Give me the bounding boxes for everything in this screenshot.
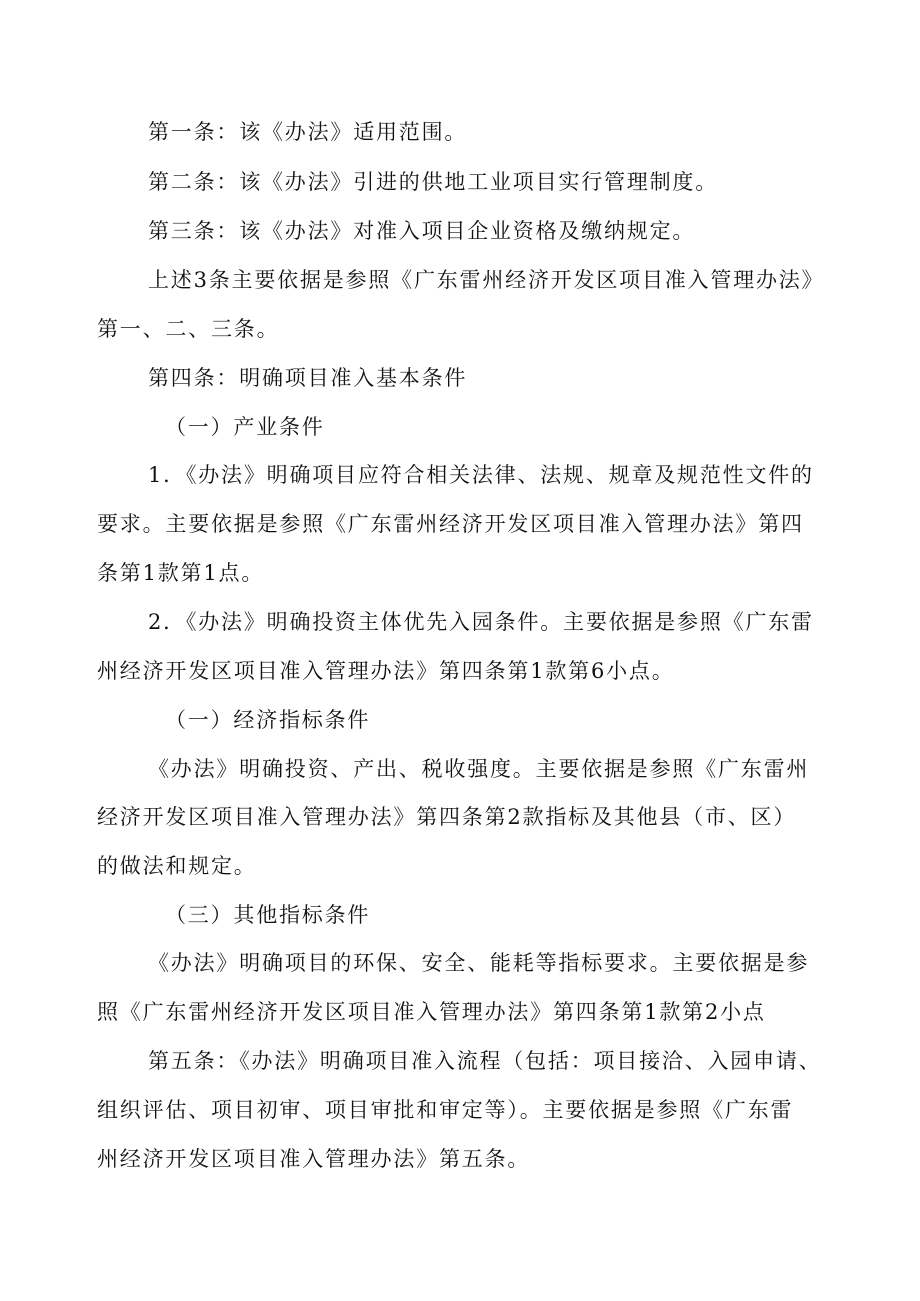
other-paragraph-line-2: 照《广东雷州经济开发区项目准入管理办法》第四条第1款第2小点 xyxy=(97,1000,766,1024)
article-5-line-3: 州经济开发区项目准入管理办法》第五条。 xyxy=(97,1147,531,1171)
article-5-line-1: 第五条：《办法》明确项目准入流程（包括：项目接洽、入园申请、 xyxy=(148,1049,822,1073)
item-1-line-3: 条第1款第1点。 xyxy=(97,561,265,585)
basis-paragraph-line-2: 第一、二、三条。 xyxy=(97,317,280,341)
basis-paragraph-line-1: 上述3条主要依据是参照《广东雷州经济开发区项目准入管理办法》 xyxy=(148,268,825,292)
section-industry-heading: （一）产业条件 xyxy=(165,415,325,439)
article-5-line-2: 组织评估、项目初审、项目审批和审定等）。主要依据是参照《广东雷 xyxy=(97,1098,794,1122)
item-2-line-1: 2．《办法》明确投资主体优先入园条件。主要依据是参照《广东雷 xyxy=(148,610,814,634)
economic-paragraph-line-2: 经济开发区项目准入管理办法》第四条第2款指标及其他县（市、区） xyxy=(97,805,797,829)
article-4-line: 第四条：明确项目准入基本条件 xyxy=(148,366,468,390)
article-3-line: 第三条：该《办法》对准入项目企业资格及缴纳规定。 xyxy=(148,219,696,243)
section-economic-heading: （一）经济指标条件 xyxy=(165,708,371,732)
article-1-line: 第一条：该《办法》适用范围。 xyxy=(148,120,468,144)
other-paragraph-line-1: 《办法》明确项目的环保、安全、能耗等指标要求。主要依据是参 xyxy=(148,951,810,975)
economic-paragraph-line-1: 《办法》明确投资、产出、税收强度。主要依据是参照《广东雷州 xyxy=(148,757,810,781)
item-2-line-2: 州经济开发区项目准入管理办法》第四条第1款第6小点。 xyxy=(97,659,675,683)
article-2-line: 第二条：该《办法》引进的供地工业项目实行管理制度。 xyxy=(148,170,718,194)
item-1-line-1: 1．《办法》明确项目应符合相关法律、法规、规章及规范性文件的 xyxy=(148,463,814,487)
economic-paragraph-line-3: 的做法和规定。 xyxy=(97,854,257,878)
section-other-heading: （三）其他指标条件 xyxy=(165,903,371,927)
item-1-line-2: 要求。主要依据是参照《广东雷州经济开发区项目准入管理办法》第四 xyxy=(97,512,804,536)
